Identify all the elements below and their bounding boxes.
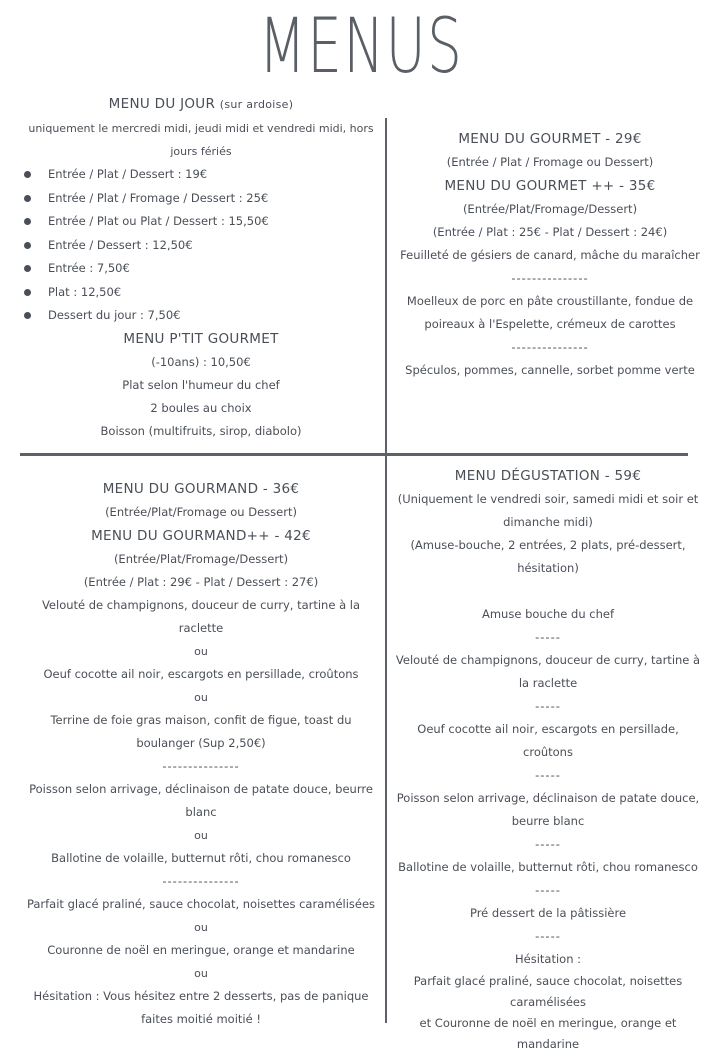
list-item: Plat : 12,50€ [20, 281, 382, 305]
menu-degustation-section [393, 464, 703, 1055]
menu-degustation-availability: (Uniquement le vendredi soir, samedi midi et soir et dimanche midi) [397, 492, 699, 529]
menu-degustation-course: Poisson selon arrivage, déclinaison de patate douce, beurre blanc [396, 791, 700, 828]
menu-du-gourmet-section [395, 127, 705, 382]
menu-degustation-course: Hésitation : [514, 952, 582, 966]
separator: ----- [535, 768, 561, 782]
list-item: Entrée / Plat / Fromage / Dessert : 25€ [20, 187, 382, 211]
menu-gourmand-dish: Oeuf cocotte ail noir, escargots en persillade, croûtons [43, 667, 359, 681]
menu-ptit-gourmet-heading: MENU P'TIT GOURMET [123, 331, 279, 347]
menu-gourmet-prices: (Entrée / Plat : 25€ - Plat / Dessert : 24€) [432, 225, 668, 239]
separator: --------------- [511, 340, 589, 354]
menu-gourmand-dish: Hésitation : Vous hésitez entre 2 desserts, pas de panique faites moitié moitié ! [33, 989, 369, 1026]
page-title: MENUS [258, 1, 464, 90]
list-item: Entrée / Plat / Dessert : 19€ [20, 163, 382, 187]
menu-du-jour-section [20, 92, 382, 328]
menu-gourmand-plus-subtitle: (Entrée/Plat/Fromage/Dessert) [113, 552, 289, 566]
menu-gourmet-heading: MENU DU GOURMET - 29€ [458, 131, 642, 147]
separator: --------------- [162, 874, 240, 888]
menu-gourmet-dish: Moelleux de porc en pâte croustillante, fondue de poireaux à l'Espelette, crémeux de carottes [406, 294, 694, 331]
menu-ptit-line: (-10ans) : 10,50€ [151, 355, 251, 369]
list-item: Entrée / Dessert : 12,50€ [20, 234, 382, 258]
menu-gourmand-plus-heading: MENU DU GOURMAND++ - 42€ [91, 528, 311, 544]
separator: --------------- [511, 271, 589, 285]
menu-gourmand-subtitle: (Entrée/Plat/Fromage ou Dessert) [105, 505, 297, 519]
menu-gourmet-plus-subtitle: (Entrée/Plat/Fromage/Dessert) [462, 202, 638, 216]
menu-gourmand-dish: Poisson selon arrivage, déclinaison de patate douce, beurre blanc [29, 782, 373, 819]
menu-degustation-composition: (Amuse-bouche, 2 entrées, 2 plats, pré-dessert, hésitation) [410, 538, 686, 575]
menu-gourmet-dish: Spéculos, pommes, cannelle, sorbet pomme verte [405, 363, 695, 377]
menu-degustation-course: Ballotine de volaille, butternut rôti, chou romanesco [398, 860, 698, 874]
vertical-divider [385, 118, 387, 1023]
menu-ptit-line: Plat selon l'humeur du chef [122, 378, 280, 392]
menu-degustation-course: Parfait glacé praliné, sauce chocolat, noisettes caramélisées [413, 974, 683, 1009]
or-label: ou [194, 921, 208, 934]
separator: ----- [535, 630, 561, 644]
spacer [393, 580, 703, 603]
menu-du-jour-list [20, 163, 382, 328]
menu-degustation-heading: MENU DÉGUSTATION - 59€ [454, 468, 642, 484]
menu-du-jour-heading: MENU DU JOUR (sur ardoise) [108, 96, 294, 112]
or-label: ou [194, 967, 208, 980]
menu-gourmand-dish: Couronne de noël en meringue, orange et mandarine [47, 943, 355, 957]
menu-degustation-course: Oeuf cocotte ail noir, escargots en persillade, croûtons [417, 722, 679, 759]
menu-ptit-line: Boisson (multifruits, sirop, diabolo) [100, 424, 302, 438]
separator: ----- [535, 699, 561, 713]
menu-degustation-course: Velouté de champignons, douceur de curry, tartine à la raclette [395, 653, 701, 690]
menu-degustation-course: et Couronne de noël en meringue, orange et mandarine [419, 1016, 677, 1051]
menu-gourmet-dish: Feuilleté de gésiers de canard, mâche du maraîcher [400, 248, 700, 262]
menu-gourmand-dish: Parfait glacé praliné, sauce chocolat, noisettes caramélisées [26, 897, 376, 911]
separator: ----- [535, 883, 561, 897]
separator: ----- [535, 837, 561, 851]
menu-ptit-gourmet-section [20, 327, 382, 443]
menu-gourmet-plus-heading: MENU DU GOURMET ++ - 35€ [444, 178, 656, 194]
menu-gourmand-heading: MENU DU GOURMAND - 36€ [102, 481, 300, 497]
menu-gourmand-dish: Terrine de foie gras maison, confit de figue, toast du boulanger (Sup 2,50€) [50, 713, 352, 750]
horizontal-divider [20, 453, 688, 456]
menu-gourmand-prices: (Entrée / Plat : 29€ - Plat / Dessert : 27€) [83, 575, 319, 589]
list-item: Dessert du jour : 7,50€ [20, 304, 382, 328]
list-item: Entrée : 7,50€ [20, 257, 382, 281]
menu-degustation-course: Amuse bouche du chef [481, 607, 615, 621]
or-label: ou [194, 829, 208, 842]
or-label: ou [194, 645, 208, 658]
menu-gourmand-dish: Ballotine de volaille, butternut rôti, chou romanesco [51, 851, 351, 865]
separator: --------------- [162, 759, 240, 773]
list-item: Entrée / Plat ou Plat / Dessert : 15,50€ [20, 210, 382, 234]
menu-du-gourmand-section [20, 477, 382, 1031]
menu-gourmet-subtitle: (Entrée / Plat / Fromage ou Dessert) [446, 155, 654, 169]
menu-gourmand-dish: Velouté de champignons, douceur de curry, tartine à la raclette [41, 598, 361, 635]
menu-degustation-course: Pré dessert de la pâtissière [469, 906, 627, 920]
menu-ptit-line: 2 boules au choix [150, 401, 252, 415]
or-label: ou [194, 691, 208, 704]
separator: ----- [535, 929, 561, 943]
menu-du-jour-availability: uniquement le mercredi midi, jeudi midi et vendredi midi, hors jours fériés [28, 122, 374, 158]
